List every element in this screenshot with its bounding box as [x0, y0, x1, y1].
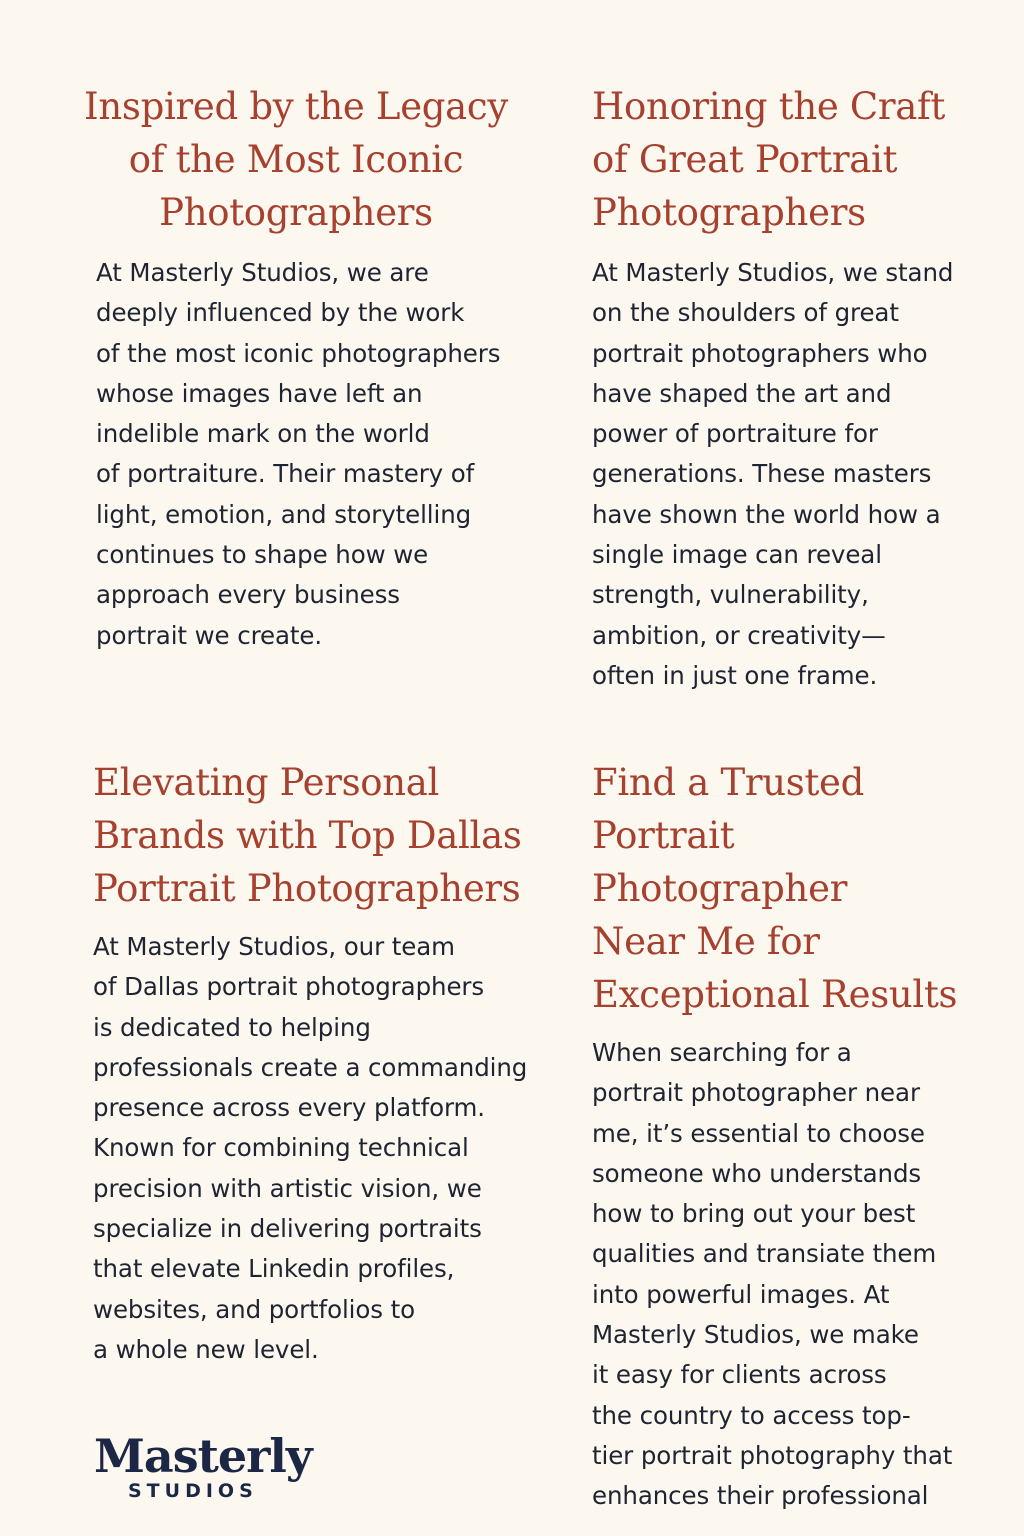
body-line: have shaped the art and — [592, 378, 892, 408]
body-line: approach every business — [96, 580, 400, 610]
section-heading — [56, 80, 536, 239]
body-line: Known for combining technical — [93, 1133, 469, 1163]
body-line: of portraiture. Their mastery of — [96, 459, 475, 489]
body-line: Masterly Studios, we make — [592, 1320, 919, 1350]
body-line: how to bring out your best — [592, 1199, 916, 1229]
section-body — [93, 927, 563, 1370]
body-line: a whole new level. — [93, 1334, 319, 1364]
section-legacy — [56, 80, 536, 656]
masterly-studios-logo — [94, 1428, 334, 1502]
body-line: on the shoulders of great — [592, 298, 899, 328]
body-line: strength, vulnerability, — [592, 580, 869, 610]
body-line: single image can reveal — [592, 540, 882, 570]
heading-line: Photographers — [592, 191, 866, 234]
body-line: often in just one frame. — [592, 660, 878, 690]
body-line: specialize in delivering portraits — [93, 1214, 482, 1244]
body-line: qualities and transiate them — [592, 1239, 937, 1269]
body-line: light, emotion, and storytelling — [96, 499, 472, 529]
heading-line: Photographers — [159, 191, 433, 234]
body-line: presence across every platform. — [93, 1093, 485, 1123]
body-line: portrait photographer near — [592, 1078, 920, 1108]
body-line: precision with artistic vision, we — [93, 1173, 482, 1203]
body-line: that elevate Linkedin profiles, — [93, 1254, 455, 1284]
body-line: When searching for a — [592, 1038, 852, 1067]
section-personal-brands — [93, 756, 563, 1370]
body-line: At Masterly Studios, we stand — [592, 258, 954, 287]
body-line: continues to shape how we — [96, 540, 429, 570]
heading-line: of Great Portrait — [592, 138, 898, 181]
body-line: indelible mark on the world — [96, 419, 430, 449]
body-line: whose images have left an — [96, 378, 423, 408]
heading-line: Near Me for — [592, 920, 820, 963]
section-body — [592, 1033, 1012, 1517]
body-line: professionals create a commanding — [93, 1052, 528, 1082]
section-heading — [592, 756, 1012, 1021]
logo-wordmark: Masterly — [94, 1429, 312, 1483]
body-line: the country to access top- — [592, 1400, 911, 1430]
body-line: portrait photographers who — [592, 338, 928, 368]
body-line: someone who understands — [592, 1158, 922, 1188]
body-line: of Dallas portrait photographers — [93, 972, 485, 1002]
section-heading — [93, 756, 563, 915]
body-line: power of portraiture for — [592, 419, 878, 449]
heading-line: Elevating Personal — [93, 761, 440, 804]
body-line: ambition, or creativity— — [592, 620, 886, 650]
heading-line: Exceptional Results — [592, 973, 958, 1016]
section-craft — [592, 80, 1012, 696]
body-line: have shown the world how a — [592, 499, 941, 529]
heading-line: Honoring the Craft — [592, 85, 946, 128]
logo-subtitle: STUDIOS — [128, 1480, 258, 1502]
body-line: deeply influenced by the work — [96, 298, 465, 328]
body-line: websites, and portfolios to — [93, 1294, 416, 1324]
body-line: At Masterly Studios, our team — [93, 932, 455, 961]
heading-line: Portrait Photographers — [93, 867, 521, 910]
body-line: is dedicated to helping — [93, 1012, 371, 1042]
heading-line: of the Most Iconic — [128, 138, 464, 181]
heading-line: Photographer — [592, 867, 848, 910]
heading-line: Inspired by the Legacy — [84, 85, 508, 128]
body-line: of the most iconic photographers — [96, 338, 501, 368]
section-heading — [592, 80, 1012, 239]
heading-line: Portrait — [592, 814, 735, 857]
section-find-photographer — [592, 756, 1012, 1517]
body-line: into powerful images. At — [592, 1279, 890, 1309]
heading-line: Find a Trusted — [592, 761, 865, 804]
body-line: At Masterly Studios, we are — [96, 258, 429, 287]
body-line: generations. These masters — [592, 459, 932, 489]
body-line: tier portrait photography that — [592, 1440, 953, 1470]
body-line: portrait we create. — [96, 620, 323, 650]
section-body — [592, 253, 1012, 696]
body-line: me, it’s essential to choose — [592, 1118, 925, 1148]
body-line: it easy for clients across — [592, 1360, 887, 1390]
body-line: enhances their professional — [592, 1481, 929, 1511]
heading-line: Brands with Top Dallas — [93, 814, 522, 857]
section-body — [56, 253, 536, 656]
